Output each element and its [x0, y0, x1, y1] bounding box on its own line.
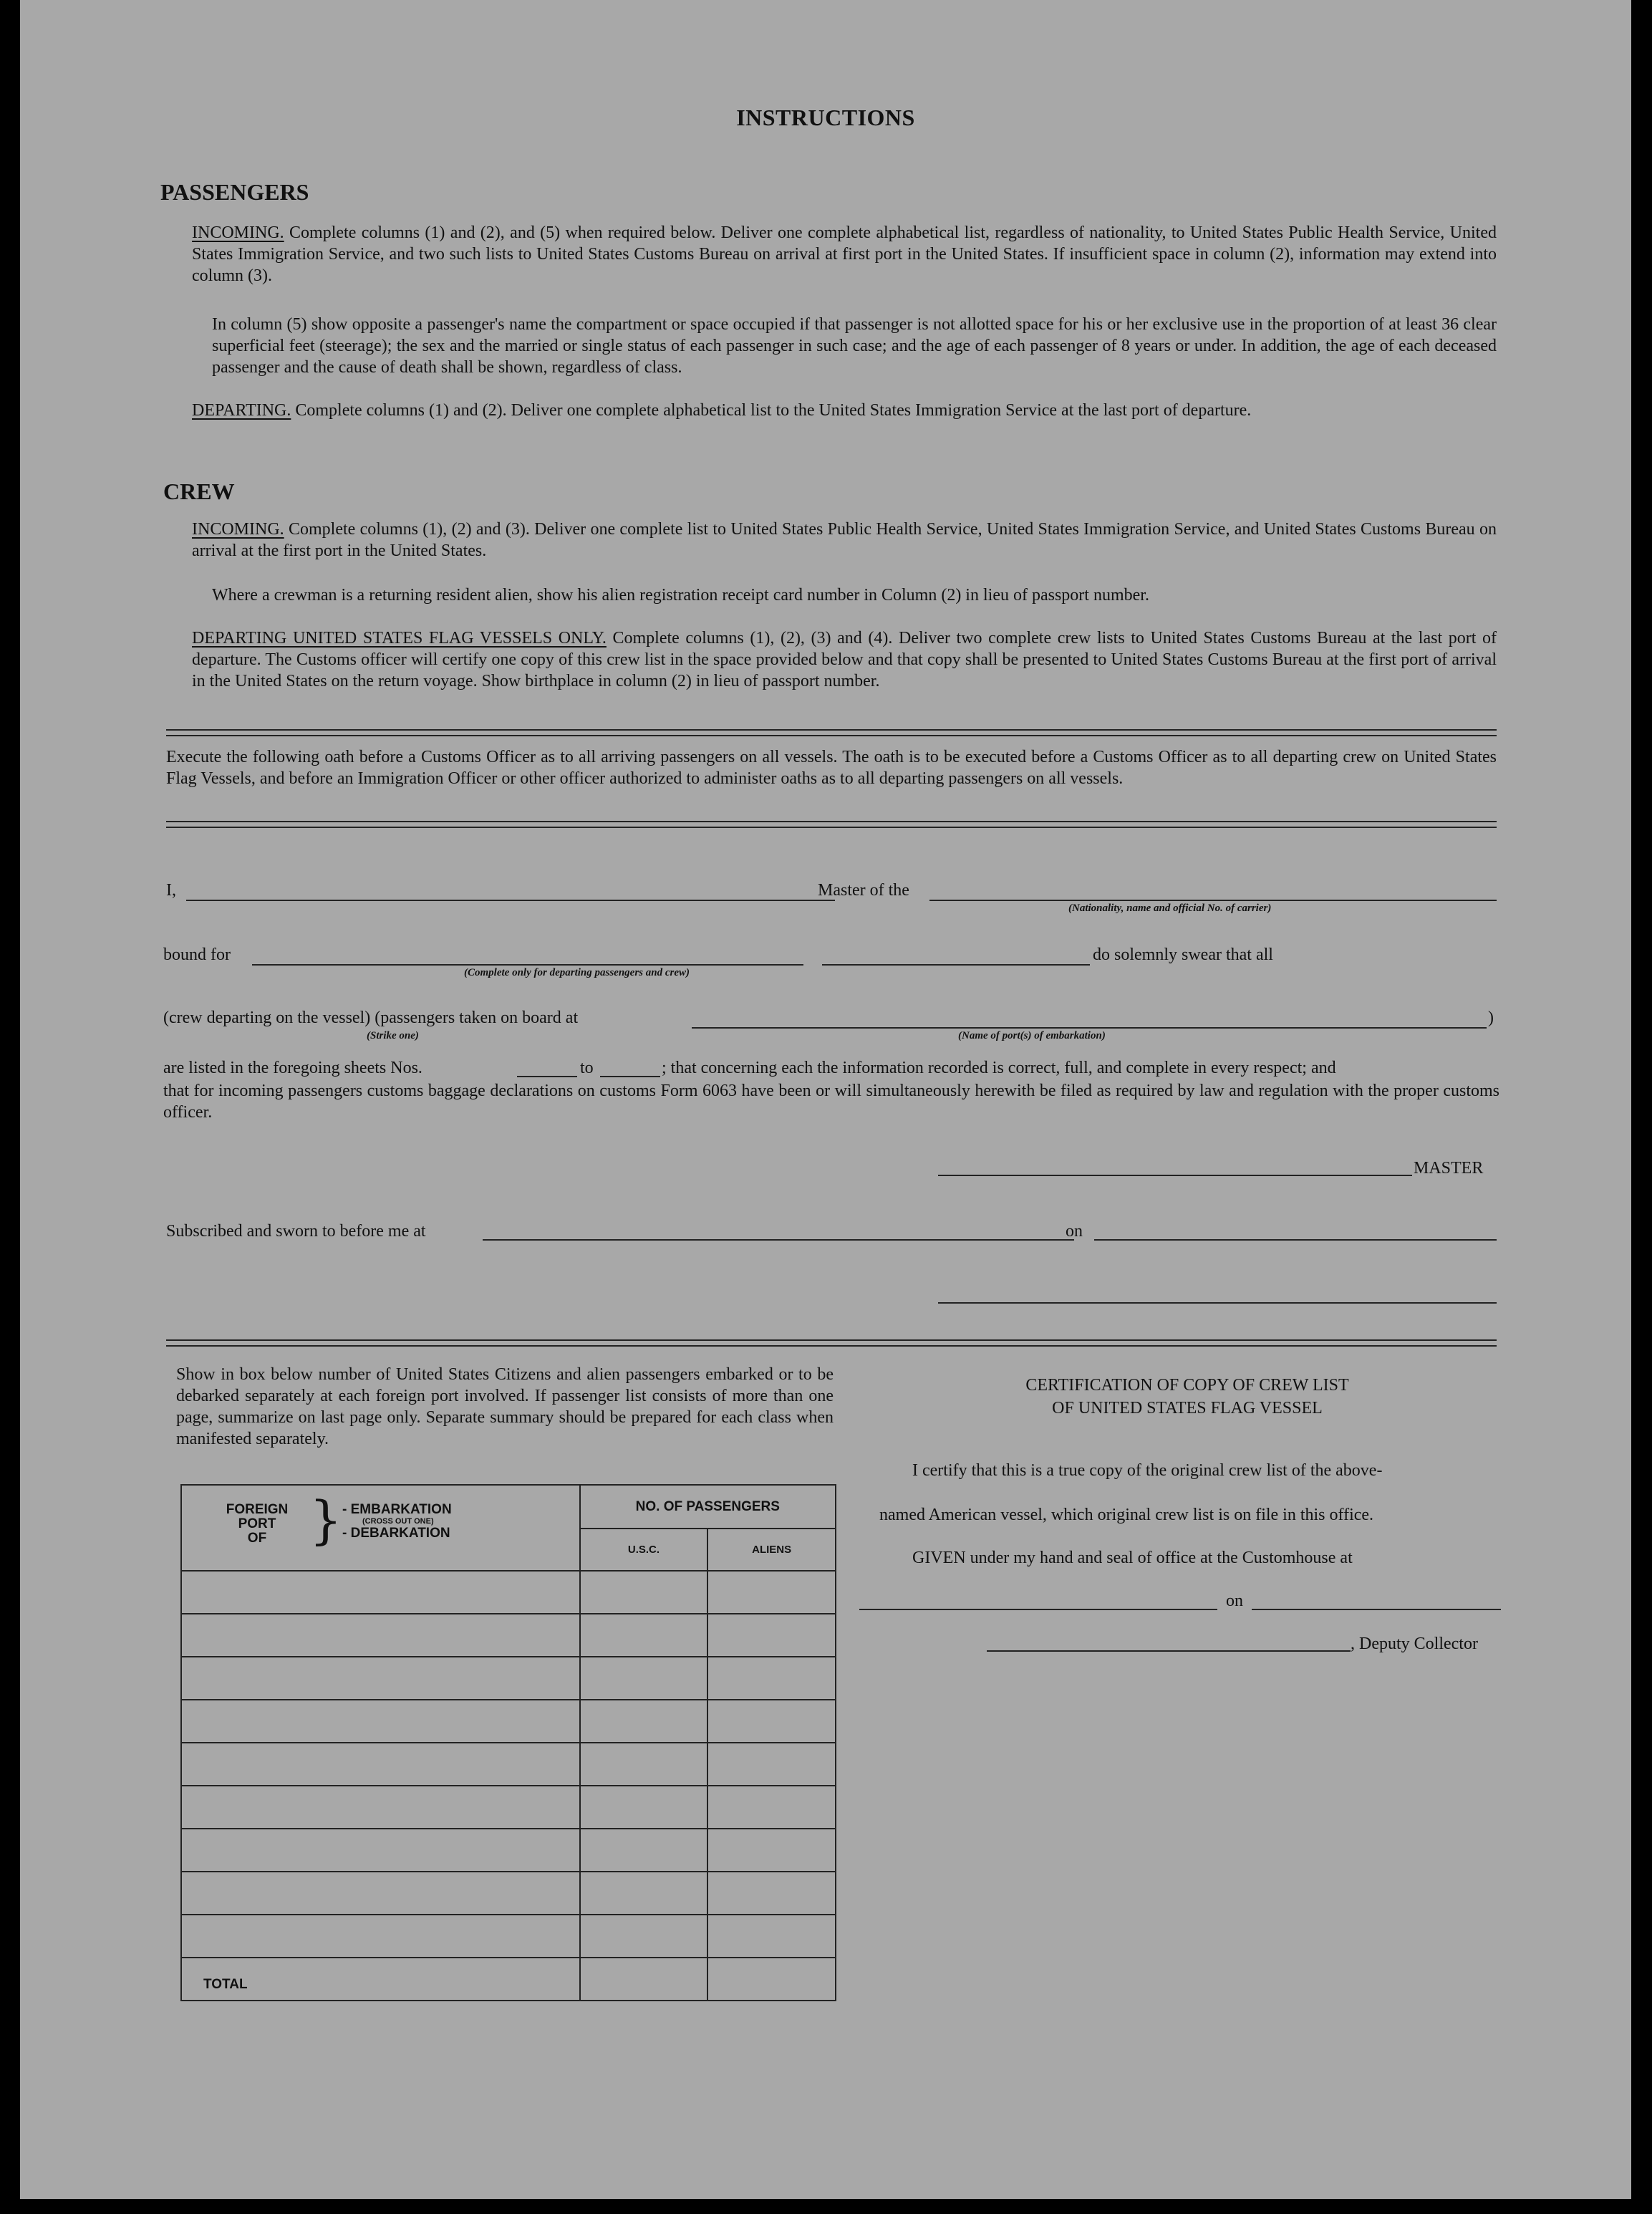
aliens-cell[interactable] [707, 1829, 836, 1872]
crew-incoming-block [192, 519, 1497, 562]
crew-incoming-label: INCOMING. [192, 520, 284, 539]
passengers-incoming-text: Complete columns (1) and (2), and (5) when required below. Deliver one complete alphabetical list, regardless of nationality, to United States Public Health Service, United States Immigration Service, and two such lists to United States Customs Bureau on arrival at first port in the United States. If insufficient space in column (2), information may extend into column (3). [192, 223, 1497, 285]
certification-title-line-2: OF UNITED STATES FLAG VESSEL [1052, 1399, 1323, 1418]
aliens-cell[interactable] [707, 1571, 836, 1614]
passengers-heading: PASSENGERS [160, 179, 309, 205]
certify-line-2: named American vessel, which original crew list is on file in this office. [879, 1506, 1374, 1524]
officer-signature-field[interactable] [938, 1302, 1497, 1304]
port-cell[interactable] [181, 1786, 580, 1829]
strike-one-caption: (Strike one) [367, 1030, 419, 1041]
bound-for-label: bound for [163, 945, 231, 964]
crew-incoming-text: Complete columns (1), (2) and (3). Deliver one complete list to United States Public Health Service, United States Immigration Service, and United States Customs Bureau on arrival at the first port in the United States. [192, 520, 1497, 560]
port-cell[interactable] [181, 1915, 580, 1958]
aliens-header: ALIENS [707, 1529, 836, 1571]
usc-header: U.S.C. [580, 1529, 708, 1571]
summary-instructions: Show in box below number of United States Citizens and alien passengers embarked or to be debarked separately at each foreign port involved. If passenger list consists of more than one page, summarize on last page only. Separate summary should be prepared for each class when manifested separately. [176, 1365, 834, 1448]
crew-departing-label: (crew departing on the vessel) (passengers taken on board at [163, 1009, 579, 1027]
passengers-incoming-block [192, 222, 1497, 287]
master-label: MASTER [1414, 1159, 1484, 1178]
aliens-cell[interactable] [707, 1657, 836, 1700]
usc-cell[interactable] [580, 1700, 708, 1743]
aliens-cell[interactable] [707, 1915, 836, 1958]
usc-cell[interactable] [580, 1571, 708, 1614]
passengers-departing-text: Complete columns (1) and (2). Deliver one complete alphabetical list to the United States Immigration Service at the last port of departure. [295, 401, 1252, 420]
oath-i-label: I, [166, 881, 176, 900]
to-label: to [580, 1059, 594, 1077]
port-header-cell [181, 1485, 580, 1571]
port-cell[interactable] [181, 1700, 580, 1743]
port-cell[interactable] [181, 1872, 580, 1915]
on-label: on [1066, 1222, 1083, 1241]
aliens-cell[interactable] [707, 1614, 836, 1657]
divider [166, 729, 1497, 736]
of-label: OF [247, 1531, 267, 1546]
cross-out-label: (CROSS OUT ONE) [362, 1517, 434, 1526]
deputy-collector-label: , Deputy Collector [1351, 1635, 1478, 1653]
crew-heading: CREW [163, 478, 235, 504]
passengers-departing-label: DEPARTING. [192, 401, 291, 420]
crew-resident-text: Where a crewman is a returning resident alien, show his alien registration receipt card number in Column (2) in lieu of passport number. [212, 586, 1149, 605]
usc-cell[interactable] [580, 1786, 708, 1829]
crew-departing-block [192, 627, 1497, 692]
bound-for-field-2[interactable] [822, 964, 1090, 966]
port-cell[interactable] [181, 1614, 580, 1657]
passengers-departing-block [192, 400, 1497, 421]
master-of-the-label: Master of the [818, 881, 909, 900]
crew-departing-text: Complete columns (1), (2), (3) and (4). Deliver two complete crew lists to United States Customs Bureau at the last port of departure. The Customs officer will certify one copy of this crew list in the space provided below and that copy shall be presented to United States Customs Bureau at the first port of arrival in the United States on the return voyage. Show birthplace in column (2) in lieu of passport number. [192, 629, 1497, 690]
certification-title-line-1: CERTIFICATION OF COPY OF CREW LIST [1025, 1376, 1349, 1395]
close-paren: ) [1488, 1009, 1494, 1027]
ports-caption: (Name of port(s) of embarkation) [958, 1030, 1106, 1041]
listed-text-2: ; that concerning each the information recorded is correct, full, and complete in every respect; and [662, 1059, 1336, 1077]
form-sheet [20, 0, 1631, 2199]
usc-total-cell[interactable] [580, 1958, 708, 2001]
listed-sheets-label: are listed in the foregoing sheets Nos. [163, 1059, 422, 1077]
usc-cell[interactable] [580, 1657, 708, 1700]
listed-text-3: that for incoming passengers customs baggage declarations on customs Form 6063 have been or will simultaneously herewith be filed as required by law and regulation with the proper customs officer. [163, 1082, 1499, 1122]
oath-intro: Execute the following oath before a Customs Officer as to all arriving passengers on all vessels. The oath is to be executed before a Customs Officer as to all departing crew on United States Flag Vessels, and before an Immigration Officer or other officer authorized to administer oaths as to all departing passengers on all vessels. [166, 748, 1497, 788]
passenger-summary-table [180, 1484, 836, 2001]
aliens-total-cell[interactable] [707, 1958, 836, 2001]
port-cell[interactable] [181, 1829, 580, 1872]
debarkation-label: - DEBARKATION [342, 1526, 450, 1541]
sworn-at-field[interactable] [483, 1239, 1074, 1241]
usc-cell[interactable] [580, 1743, 708, 1786]
foreign-label: FOREIGN [226, 1502, 289, 1517]
master-signature-field[interactable] [938, 1175, 1412, 1176]
divider [166, 1339, 1497, 1347]
carrier-field[interactable] [929, 900, 1497, 901]
passengers-column5-text: In column (5) show opposite a passenger's name the compartment or space occupied if that passenger is not allotted space for his or her exclusive use in the proportion of at least 36 clear superficial feet (steerage); the sex and the married or single status of each passenger in such case; and the age of each passenger of 8 years or under. In addition, the age of each deceased passenger and the cause of death shall be shown, regardless of class. [212, 315, 1497, 377]
embarkation-label: - EMBARKATION [342, 1502, 452, 1517]
subscribed-label: Subscribed and sworn to before me at [166, 1222, 426, 1241]
certification-on-label: on [1226, 1592, 1243, 1610]
master-name-field[interactable] [186, 900, 835, 901]
complete-only-caption: (Complete only for departing passengers and crew) [464, 967, 690, 978]
bound-for-field[interactable] [252, 964, 803, 966]
given-line: GIVEN under my hand and seal of office at the Customhouse at [912, 1549, 1353, 1567]
page-title: INSTRUCTIONS [736, 105, 915, 130]
usc-cell[interactable] [580, 1829, 708, 1872]
aliens-cell[interactable] [707, 1786, 836, 1829]
sheet-from-field[interactable] [517, 1076, 577, 1077]
usc-cell[interactable] [580, 1614, 708, 1657]
port-cell[interactable] [181, 1571, 580, 1614]
aliens-cell[interactable] [707, 1872, 836, 1915]
certification-date-field[interactable] [1252, 1609, 1501, 1610]
port-label: PORT [238, 1516, 276, 1531]
divider [166, 821, 1497, 828]
certify-line-1: I certify that this is a true copy of the original crew list of the above- [912, 1461, 1383, 1480]
sworn-date-field[interactable] [1094, 1239, 1497, 1241]
aliens-cell[interactable] [707, 1700, 836, 1743]
port-cell[interactable] [181, 1657, 580, 1700]
nationality-caption: (Nationality, name and official No. of carrier) [1068, 903, 1272, 914]
crew-departing-label: DEPARTING UNITED STATES FLAG VESSELS ONLY. [192, 629, 607, 648]
usc-cell[interactable] [580, 1872, 708, 1915]
certification-title [865, 1374, 1509, 1420]
deputy-signature-field[interactable] [987, 1650, 1351, 1652]
total-label: TOTAL [181, 1958, 580, 2001]
sheet-to-field[interactable] [600, 1076, 660, 1077]
do-solemnly-label: do solemnly swear that all [1093, 945, 1273, 964]
aliens-cell[interactable] [707, 1743, 836, 1786]
passengers-incoming-label: INCOMING. [192, 223, 284, 242]
port-cell[interactable] [181, 1743, 580, 1786]
usc-cell[interactable] [580, 1915, 708, 1958]
customhouse-field[interactable] [859, 1609, 1217, 1610]
ports-field[interactable] [692, 1027, 1487, 1029]
brace-icon: } [309, 1490, 342, 1550]
no-of-passengers-header: NO. OF PASSENGERS [580, 1485, 836, 1529]
